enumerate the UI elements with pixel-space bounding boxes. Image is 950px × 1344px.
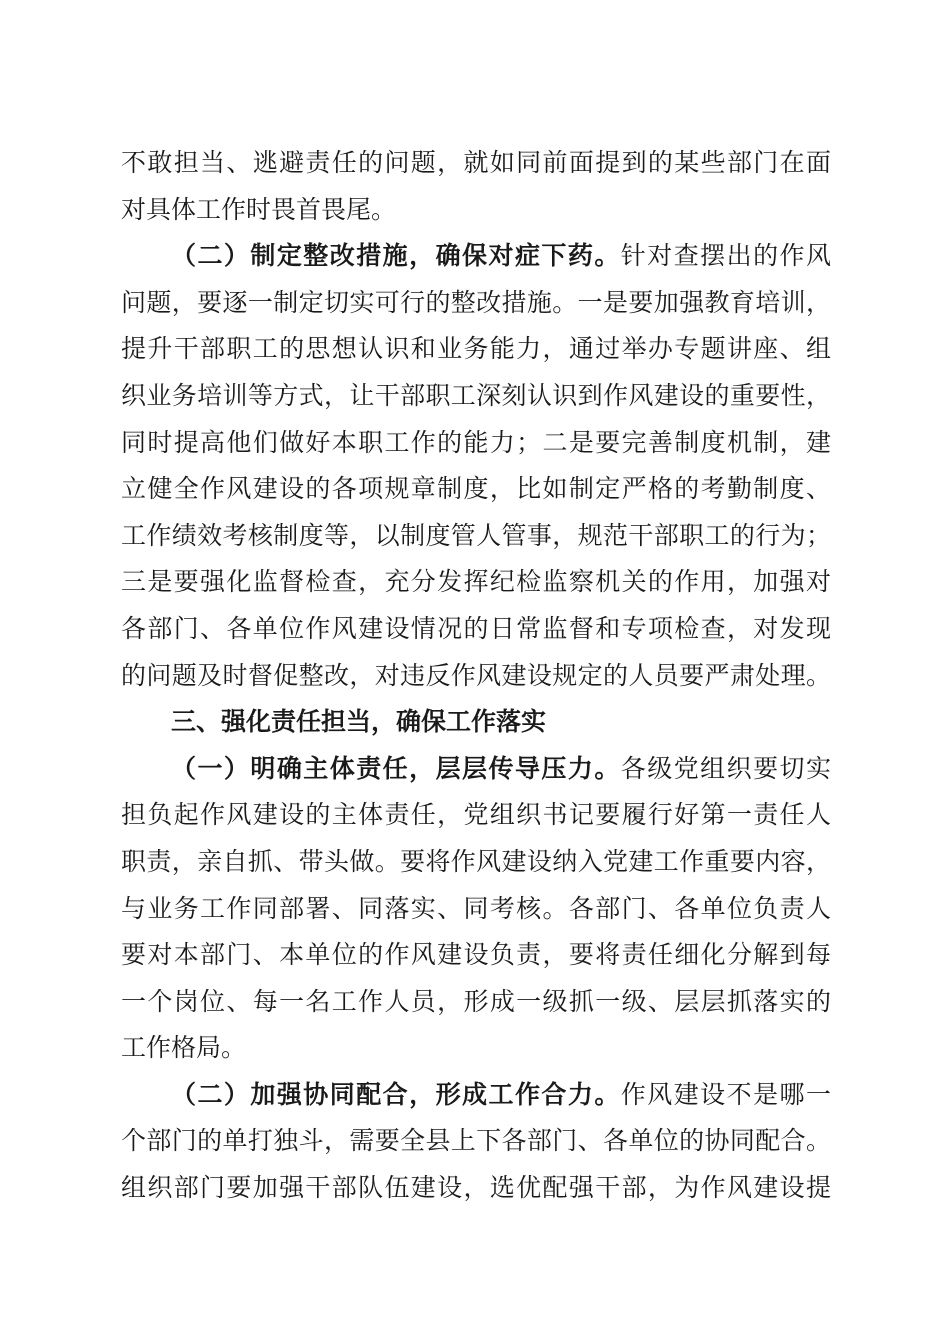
document-page [121, 140, 831, 1212]
paragraph-line: 同时提高他们做好本职工作的能力；二是要完善制度机制，建 [121, 427, 831, 457]
paragraph-text: 针对查摆出的作风 [620, 241, 831, 271]
subsection-heading: （二）加强协同配合，形成工作合力。 [171, 1079, 621, 1109]
paragraph-line: 的问题及时督促整改，对违反作风建设规定的人员要严肃处理。 [121, 660, 831, 690]
paragraph-line: 要对本部门、本单位的作风建设负责，要将责任细化分解到每 [121, 940, 831, 970]
subsection-heading: （一）明确主体责任，层层传导压力。 [171, 753, 621, 783]
paragraph-line: 一个岗位、每一名工作人员，形成一级抓一级、层层抓落实的 [121, 986, 831, 1016]
paragraph-line: 个部门的单打独斗，需要全县上下各部门、各单位的协同配合。 [121, 1126, 831, 1156]
paragraph-line: 职责，亲自抓、带头做。要将作风建设纳入党建工作重要内容， [121, 846, 831, 876]
paragraph-line: 不敢担当、逃避责任的问题，就如同前面提到的某些部门在面 [121, 148, 831, 177]
section-heading: 三、强化责任担当，确保工作落实 [171, 707, 547, 737]
paragraph-line: 组织部门要加强干部队伍建设，选优配强干部，为作风建设提 [121, 1173, 831, 1203]
paragraph-line: 工作格局。 [121, 1033, 247, 1063]
paragraph-line: 担负起作风建设的主体责任，党组织书记要履行好第一责任人 [121, 800, 831, 830]
paragraph-line [121, 746, 831, 793]
subsection-heading: （二）制定整改措施，确保对症下药。 [171, 241, 621, 271]
paragraph-text: 各级党组织要切实 [620, 753, 831, 783]
paragraph-line: 立健全作风建设的各项规章制度，比如制定严格的考勤制度、 [121, 474, 831, 504]
paragraph-line: 三是要强化监督检查，充分发挥纪检监察机关的作用，加强对 [121, 567, 831, 597]
paragraph-line: 与业务工作同部署、同落实、同考核。各部门、各单位负责人 [121, 893, 831, 923]
paragraph-line: 对具体工作时畏首畏尾。 [121, 194, 397, 224]
paragraph-line: 织业务培训等方式，让干部职工深刻认识到作风建设的重要性， [121, 380, 831, 410]
paragraph-text: 作风建设不是哪一 [620, 1079, 831, 1109]
paragraph-line [121, 1072, 831, 1119]
paragraph-line: 各部门、各单位作风建设情况的日常监督和专项检查，对发现 [121, 613, 831, 643]
paragraph-line: 工作绩效考核制度等，以制度管人管事，规范干部职工的行为； [121, 520, 831, 550]
paragraph-line [121, 233, 831, 280]
paragraph-line: 提升干部职工的思想认识和业务能力，通过举办专题讲座、组 [121, 334, 831, 364]
paragraph-line: 问题，要逐一制定切实可行的整改措施。一是要加强教育培训， [121, 287, 831, 317]
